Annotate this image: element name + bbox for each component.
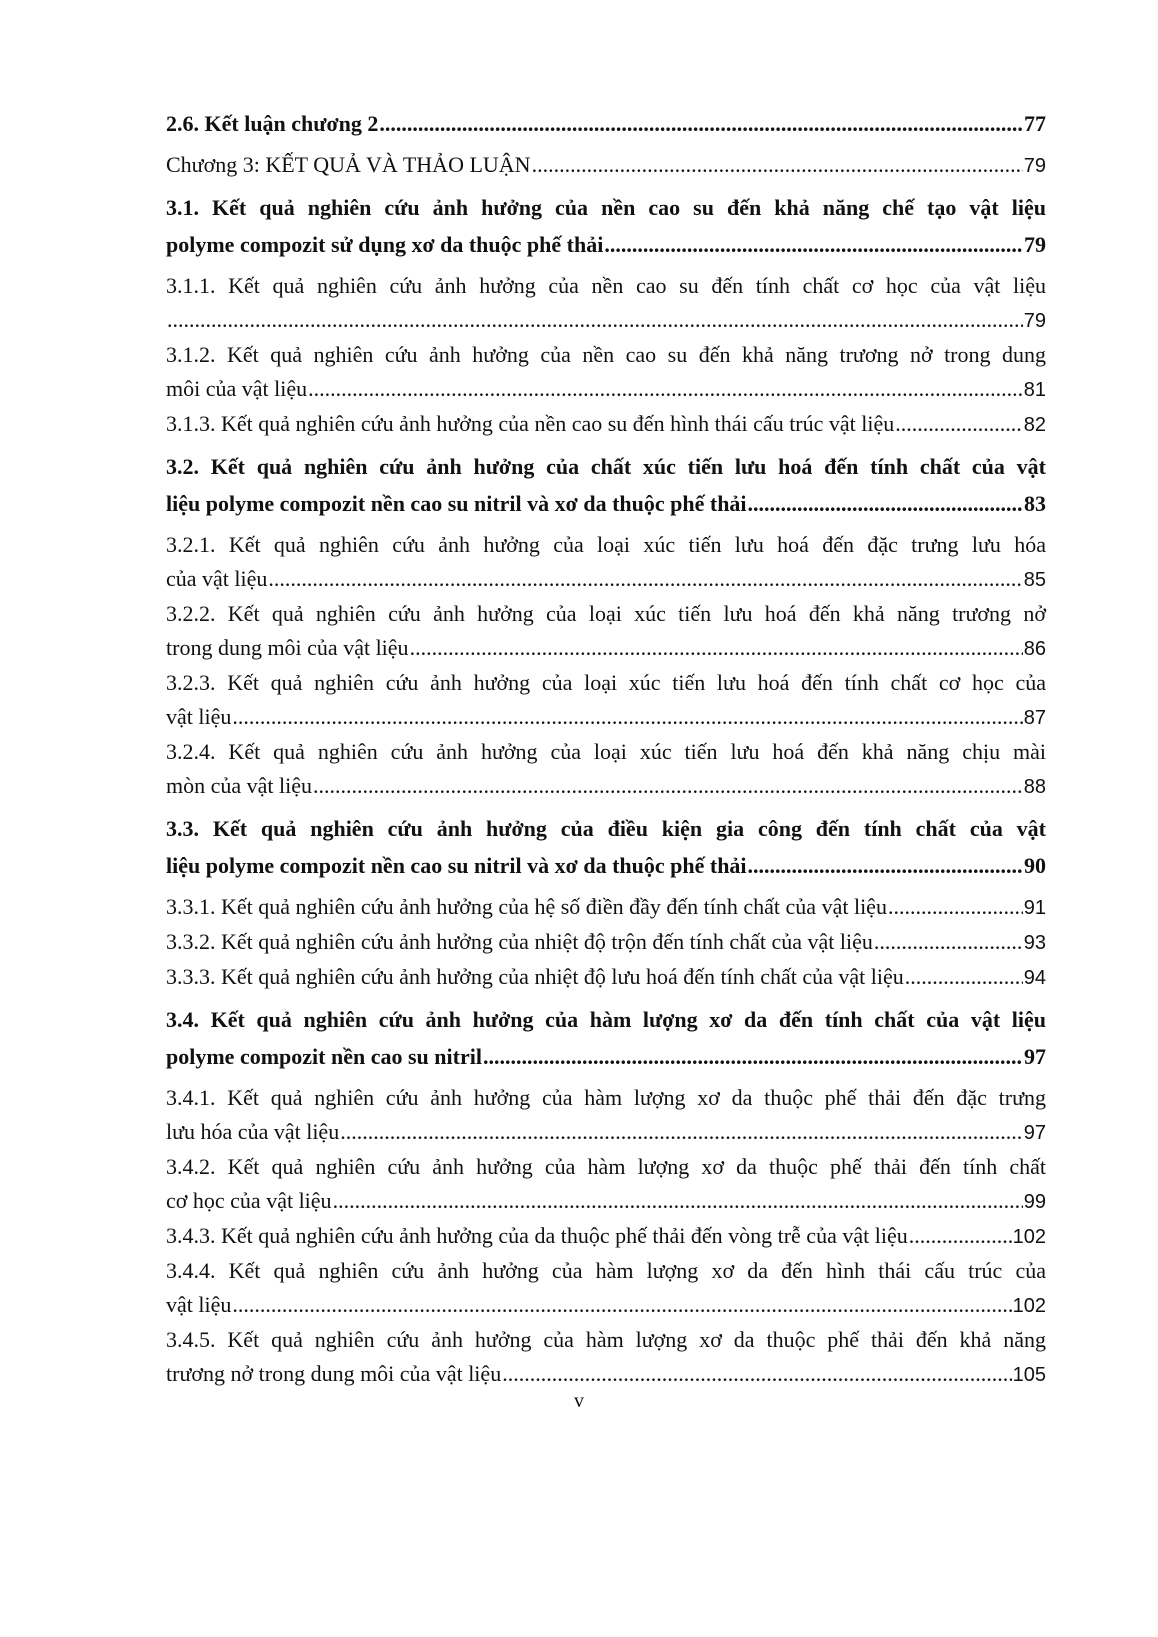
dot-leader (895, 407, 1022, 441)
toc-entry-text: polyme compozit sử dụng xơ da thuộc phế thải (166, 232, 604, 257)
toc-entry-text: 3.2.4. Kết quả nghiên cứu ảnh hưởng của loại xúc tiến lưu hoá đến khả năng chịu mài (166, 739, 1046, 764)
toc-entry-text: 2.6. Kết luận chương 2 (166, 111, 379, 136)
dot-leader (308, 372, 1023, 406)
dot-leader (604, 226, 1023, 263)
toc-page-number: 97 (1024, 1044, 1046, 1069)
toc-entry-text: polyme compozit nền cao su nitril (166, 1044, 482, 1069)
toc-entry-text: liệu polyme compozit nền cao su nitril và xơ da thuộc phế thải (166, 853, 747, 878)
toc-page-number: 79 (1024, 232, 1046, 257)
toc-entry-text: 3.2.3. Kết quả nghiên cứu ảnh hưởng của loại xúc tiến lưu hoá đến tính chất cơ học của (166, 670, 1046, 695)
toc-subsection-item[interactable] (166, 960, 1046, 995)
dot-leader (268, 562, 1022, 596)
toc-entry-text: của vật liệu (166, 566, 268, 591)
dot-leader (313, 769, 1023, 803)
dot-leader (748, 847, 1023, 884)
toc-subsection-item[interactable] (166, 1219, 1046, 1254)
toc-entry-text: môi của vật liệu (166, 376, 308, 401)
toc-entry-text: 3.3.3. Kết quả nghiên cứu ảnh hưởng của nhiệt độ lưu hoá đến tính chất của vật liệu (166, 964, 904, 989)
toc-entry-text: 3.4.1. Kết quả nghiên cứu ảnh hưởng của hàm lượng xơ da thuộc phế thải đến đặc trưng (166, 1085, 1046, 1110)
toc-entry-text: trương nở trong dung môi của vật liệu (166, 1361, 502, 1386)
toc-page-number: 105 (1012, 1364, 1046, 1386)
toc-entry-text: 3.4.3. Kết quả nghiên cứu ảnh hưởng của da thuộc phế thải đến vòng trễ của vật liệu (166, 1223, 908, 1248)
toc-entry-text: 3.2. Kết quả nghiên cứu ảnh hưởng của chất xúc tiến lưu hoá đến tính chất của vật (166, 454, 1046, 479)
toc-page-number: 79 (1023, 310, 1046, 332)
dot-leader (340, 1115, 1023, 1149)
toc-subsection-item[interactable] (166, 269, 1046, 338)
toc-subsection-item[interactable] (166, 1323, 1046, 1392)
toc-page-number: 91 (1023, 897, 1046, 919)
toc-section-heading[interactable] (166, 189, 1046, 263)
toc-subsection-item[interactable] (166, 666, 1046, 735)
toc-entry-text: 3.4.2. Kết quả nghiên cứu ảnh hưởng của hàm lượng xơ da thuộc phế thải đến tính chất (166, 1154, 1046, 1179)
table-of-contents (166, 105, 1046, 1392)
toc-entry-text: liệu polyme compozit nền cao su nitril và xơ da thuộc phế thải (166, 491, 747, 516)
dot-leader (502, 1357, 1011, 1391)
toc-entry-text: Chương 3: KẾT QUẢ VÀ THẢO LUẬN (166, 152, 531, 177)
toc-entry-text: 3.2.2. Kết quả nghiên cứu ảnh hưởng của loại xúc tiến lưu hoá đến khả năng trương nở (166, 601, 1046, 626)
toc-subsection-item[interactable] (166, 597, 1046, 666)
toc-entry-text: mòn của vật liệu (166, 773, 313, 798)
toc-page-number: 88 (1023, 776, 1046, 798)
toc-entry-text: cơ học của vật liệu (166, 1188, 332, 1213)
dot-leader (874, 925, 1023, 959)
toc-section-heading[interactable] (166, 105, 1046, 142)
dot-leader (748, 485, 1023, 522)
dot-leader (379, 105, 1023, 142)
toc-subsection-item[interactable] (166, 1081, 1046, 1150)
toc-page-number: 87 (1023, 707, 1046, 729)
toc-page-number: 93 (1023, 932, 1046, 954)
toc-entry-text: 3.3.2. Kết quả nghiên cứu ảnh hưởng của nhiệt độ trộn đến tính chất của vật liệu (166, 929, 873, 954)
toc-subsection-item[interactable] (166, 338, 1046, 407)
dot-leader (888, 890, 1023, 924)
toc-entry-text: 3.1.1. Kết quả nghiên cứu ảnh hưởng của nền cao su đến tính chất cơ học của vật liệu (166, 273, 1046, 298)
toc-page-number: 90 (1024, 853, 1046, 878)
toc-subsection-item[interactable] (166, 1150, 1046, 1219)
toc-page-number: 102 (1012, 1226, 1046, 1248)
toc-entry-text: 3.2.1. Kết quả nghiên cứu ảnh hưởng của loại xúc tiến lưu hoá đến đặc trưng lưu hóa (166, 532, 1046, 557)
toc-page-number: 77 (1024, 111, 1046, 136)
toc-subsection-item[interactable] (166, 407, 1046, 442)
toc-entry-text: 3.4. Kết quả nghiên cứu ảnh hưởng của hàm lượng xơ da đến tính chất của vật liệu (166, 1007, 1046, 1032)
dot-leader (905, 960, 1023, 994)
toc-entry-text: 3.4.4. Kết quả nghiên cứu ảnh hưởng của hàm lượng xơ da đến hình thái cấu trúc của (166, 1258, 1046, 1283)
dot-leader (232, 700, 1022, 734)
toc-entry-text: 3.1.2. Kết quả nghiên cứu ảnh hưởng của nền cao su đến khả năng trương nở trong dung (166, 342, 1046, 367)
dot-leader (410, 631, 1023, 665)
toc-entry-text: 3.4.5. Kết quả nghiên cứu ảnh hưởng của hàm lượng xơ da thuộc phế thải đến khả năng (166, 1327, 1046, 1352)
toc-section-heading[interactable] (166, 448, 1046, 522)
toc-page-number: 85 (1023, 569, 1046, 591)
toc-page-number: 102 (1012, 1295, 1046, 1317)
toc-entry-text: 3.1.3. Kết quả nghiên cứu ảnh hưởng của nền cao su đến hình thái cấu trúc vật liệu (166, 411, 895, 436)
toc-entry-text: 3.1. Kết quả nghiên cứu ảnh hưởng của nền cao su đến khả năng chế tạo vật liệu (166, 195, 1046, 220)
toc-page-number: 86 (1023, 638, 1046, 660)
toc-page-number: 99 (1023, 1191, 1046, 1213)
toc-section-heading[interactable] (166, 810, 1046, 884)
toc-chapter-heading[interactable] (166, 148, 1046, 183)
toc-page-number: 81 (1023, 379, 1046, 401)
toc-page-number: 97 (1023, 1122, 1046, 1144)
dot-leader (167, 303, 1023, 337)
toc-page-number: 82 (1023, 414, 1046, 436)
dot-leader (532, 148, 1023, 182)
toc-entry-text: trong dung môi của vật liệu (166, 635, 409, 660)
toc-page-number: 79 (1023, 155, 1046, 177)
dot-leader (909, 1219, 1012, 1253)
toc-subsection-item[interactable] (166, 890, 1046, 925)
toc-subsection-item[interactable] (166, 925, 1046, 960)
toc-section-heading[interactable] (166, 1001, 1046, 1075)
toc-subsection-item[interactable] (166, 735, 1046, 804)
toc-entry-text: lưu hóa của vật liệu (166, 1119, 340, 1144)
toc-entry-text: vật liệu (166, 1292, 232, 1317)
dot-leader (232, 1288, 1011, 1322)
toc-subsection-item[interactable] (166, 1254, 1046, 1323)
toc-page-number: 83 (1024, 491, 1046, 516)
dot-leader (483, 1038, 1023, 1075)
toc-entry-text: 3.3.1. Kết quả nghiên cứu ảnh hưởng của hệ số điền đầy đến tính chất của vật liệu (166, 894, 887, 919)
toc-entry-text: 3.3. Kết quả nghiên cứu ảnh hưởng của điều kiện gia công đến tính chất của vật (166, 816, 1046, 841)
toc-page-number: 94 (1023, 967, 1046, 989)
toc-entry-text: vật liệu (166, 704, 232, 729)
toc-subsection-item[interactable] (166, 528, 1046, 597)
page-number: v (574, 1390, 584, 1412)
dot-leader (333, 1184, 1023, 1218)
